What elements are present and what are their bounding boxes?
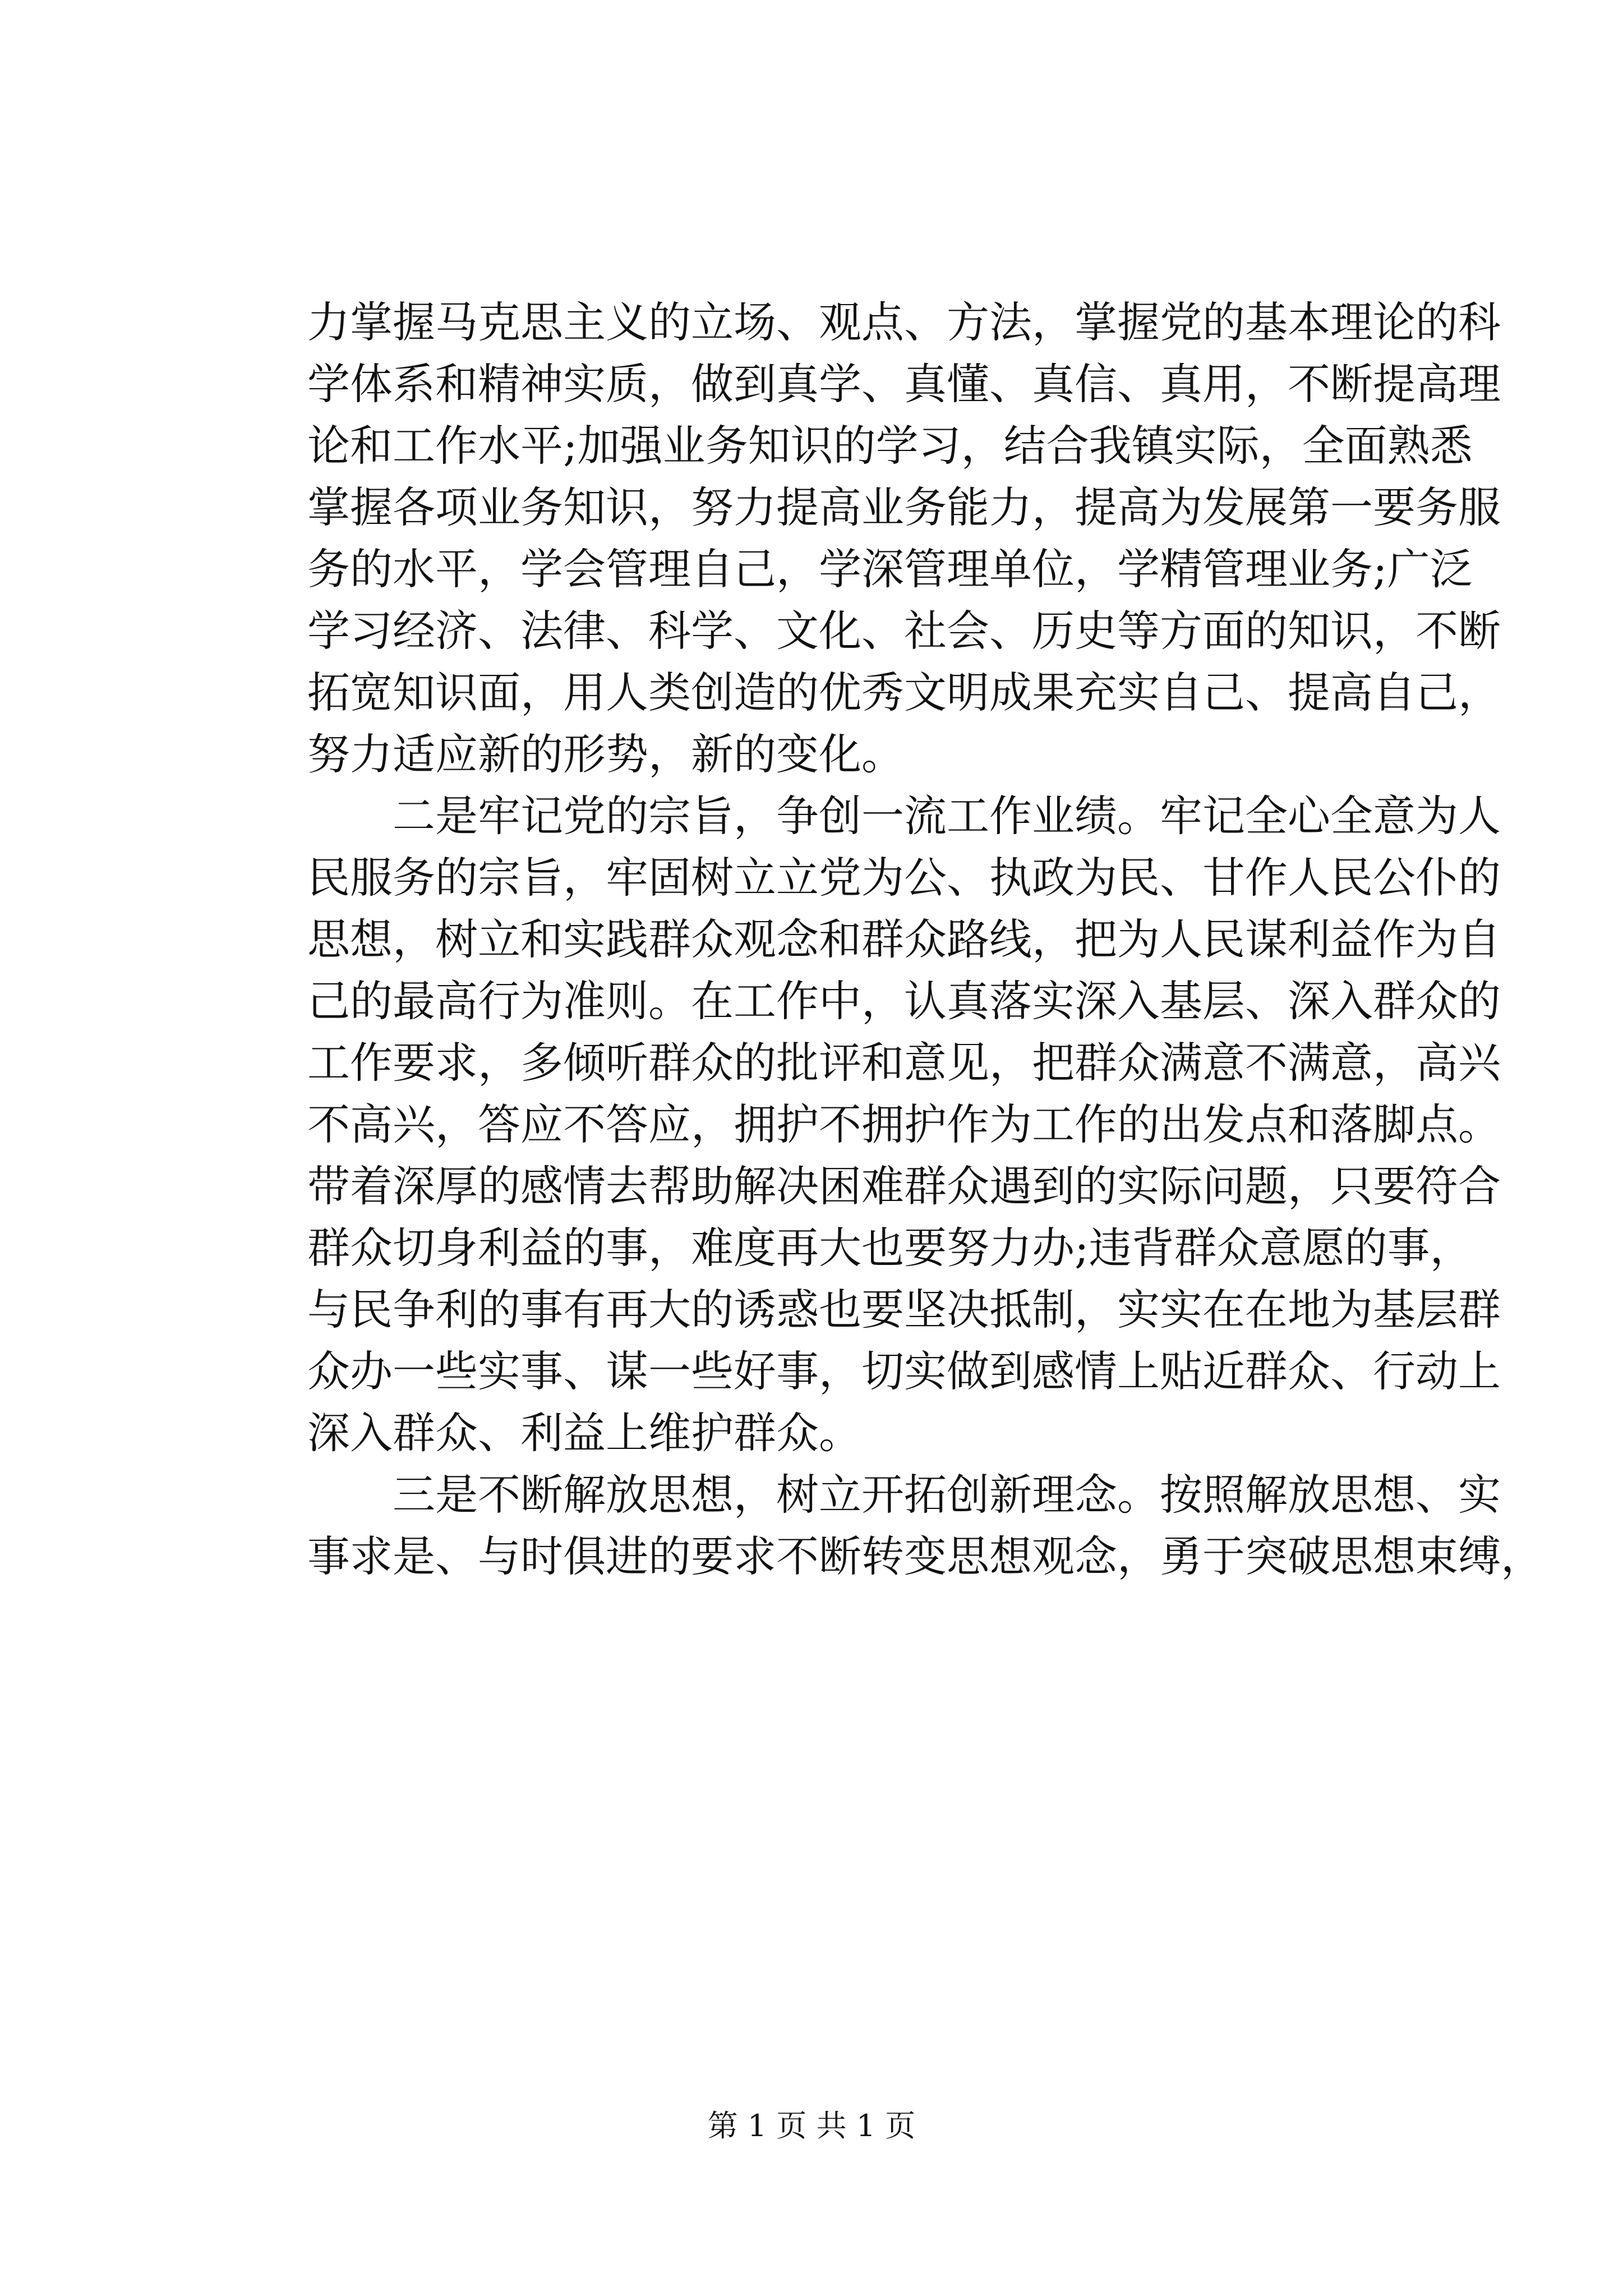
text-line: 带着深厚的感情去帮助解决困难群众遇到的实际问题，只要符合	[307, 1161, 1501, 1211]
paragraph-start-line: 三是不断解放思想，树立开拓创新理念。按照解放思想、实	[393, 1470, 1501, 1520]
text-line: 群众切身利益的事，难度再大也要努力办;违背群众意愿的事，	[307, 1223, 1473, 1273]
text-line: 己的最高行为准则。在工作中，认真落实深入基层、深入群众的	[307, 976, 1501, 1026]
text-line: 论和工作水平;加强业务知识的学习，结合我镇实际，全面熟悉	[307, 421, 1473, 471]
text-line: 学体系和精神实质，做到真学、真懂、真信、真用，不断提高理	[307, 359, 1501, 409]
text-line: 事求是、与时俱进的要求不断转变思想观念，勇于突破思想束缚，	[307, 1531, 1543, 1581]
text-line: 不高兴，答应不答应，拥护不拥护作为工作的出发点和落脚点。	[307, 1099, 1501, 1149]
document-body	[307, 292, 1543, 1588]
text-line: 工作要求，多倾听群众的批评和意见，把群众满意不满意，高兴	[307, 1038, 1501, 1088]
text-line: 拓宽知识面，用人类创造的优秀文明成果充实自己、提高自己，	[307, 668, 1501, 717]
text-line: 思想，树立和实践群众观念和群众路线，把为人民谋利益作为自	[307, 914, 1501, 964]
text-line: 学习经济、法律、科学、文化、社会、历史等方面的知识，不断	[307, 606, 1501, 656]
text-line: 与民争利的事有再大的诱惑也要坚决抵制，实实在在地为基层群	[307, 1285, 1501, 1335]
text-line: 众办一些实事、谋一些好事，切实做到感情上贴近群众、行动上	[307, 1346, 1501, 1396]
text-line: 努力适应新的形势，新的变化。	[307, 729, 904, 779]
text-line: 务的水平，学会管理自己，学深管理单位，学精管理业务;广泛	[307, 544, 1473, 594]
text-line: 掌握各项业务知识，努力提高业务能力，提高为发展第一要务服	[307, 482, 1501, 532]
text-line: 深入群众、利益上维护群众。	[307, 1408, 861, 1458]
paragraph-start-line: 二是牢记党的宗旨，争创一流工作业绩。牢记全心全意为人	[393, 791, 1501, 841]
text-line: 力掌握马克思主义的立场、观点、方法，掌握党的基本理论的科	[307, 297, 1501, 347]
text-line: 民服务的宗旨，牢固树立立党为公、执政为民、甘作人民公仆的	[307, 853, 1501, 903]
page-footer: 第 1 页 共 1 页	[707, 2108, 916, 2143]
